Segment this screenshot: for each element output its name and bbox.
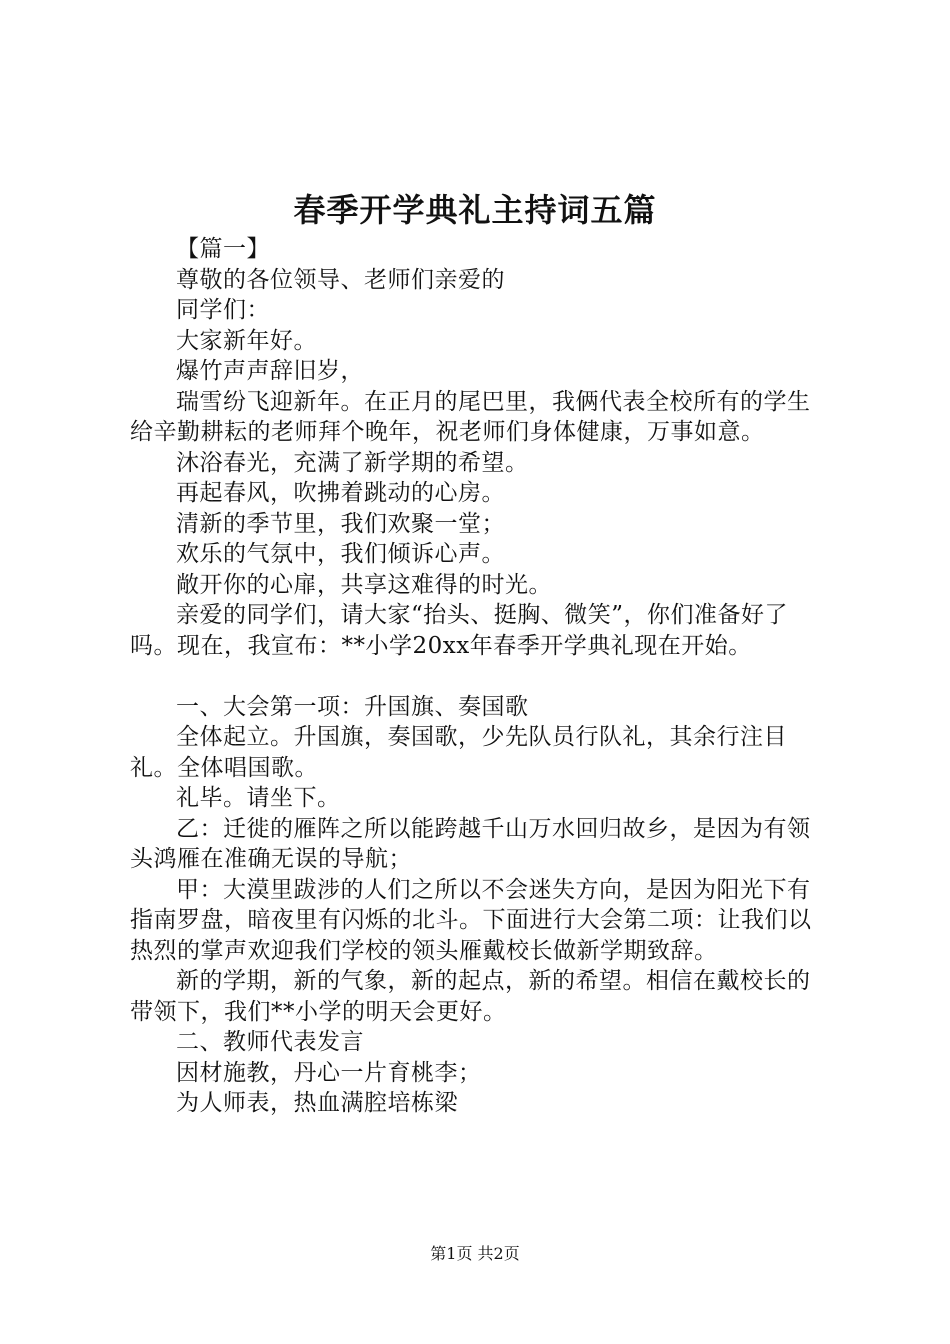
paragraph: 尊敬的各位领导、老师们亲爱的 xyxy=(176,266,505,293)
paragraph: 再起春风，吹拂着跳动的心房。 xyxy=(176,480,505,506)
page-footer: 第1页 共2页 xyxy=(430,1244,520,1263)
paragraph: 欢乐的气氛中，我们倾诉心声。 xyxy=(176,541,505,567)
paragraph: 甲：大漠里跋涉的人们之所以不会迷失方向，是因为阳光下有指南罗盘，暗夜里有闪烁的北斗。下面进行大会第二项：让我们以热烈的掌声欢迎我们学校的领头雁戴校长做新学期致辞。 xyxy=(130,876,812,964)
paragraph: 乙：迁徙的雁阵之所以能跨越千山万水回归故乡，是因为有领头鸿雁在准确无误的导航； xyxy=(130,815,811,872)
paragraph: 亲爱的同学们，请大家“抬头、挺胸、微笑”，你们准备好了吗。现在，我宣布：**小学20xx年春季开学典礼现在开始。 xyxy=(130,602,789,659)
paragraph: 全体起立。升国旗，奏国歌，少先队员行队礼，其余行注目礼。全体唱国歌。 xyxy=(130,724,787,781)
paragraph: 新的学期，新的气象，新的起点，新的希望。相信在戴校长的带领下，我们**小学的明天会更好。 xyxy=(130,968,811,1025)
paragraph: 大家新年好。 xyxy=(176,327,317,354)
paragraph: 沐浴春光，充满了新学期的希望。 xyxy=(176,449,529,476)
paragraph: 礼毕。请坐下。 xyxy=(176,785,341,811)
paragraph: 敞开你的心扉，共享这难得的时光。 xyxy=(176,571,552,598)
document-title: 春季开学典礼主持词五篇 xyxy=(293,191,657,229)
document-body xyxy=(130,234,830,1119)
blank-line xyxy=(130,661,830,692)
paragraph: 因材施教，丹心一片育桃李； xyxy=(176,1059,482,1086)
paragraph: 为人师表，热血满腔培栋梁 xyxy=(176,1090,458,1116)
paragraph: 同学们： xyxy=(176,297,270,323)
section-heading: 一、大会第一项：升国旗、奏国歌 xyxy=(176,693,529,720)
paragraph: 清新的季节里，我们欢聚一堂； xyxy=(176,510,505,537)
section-heading: 二、教师代表发言 xyxy=(176,1029,364,1055)
paragraph: 瑞雪纷飞迎新年。在正月的尾巴里，我俩代表全校所有的学生给辛勤耕耘的老师拜个晚年，祝老师们身体健康，万事如意。 xyxy=(130,388,811,445)
paragraph: 爆竹声声辞旧岁， xyxy=(176,358,364,384)
paragraph: 【篇一】 xyxy=(176,236,270,262)
